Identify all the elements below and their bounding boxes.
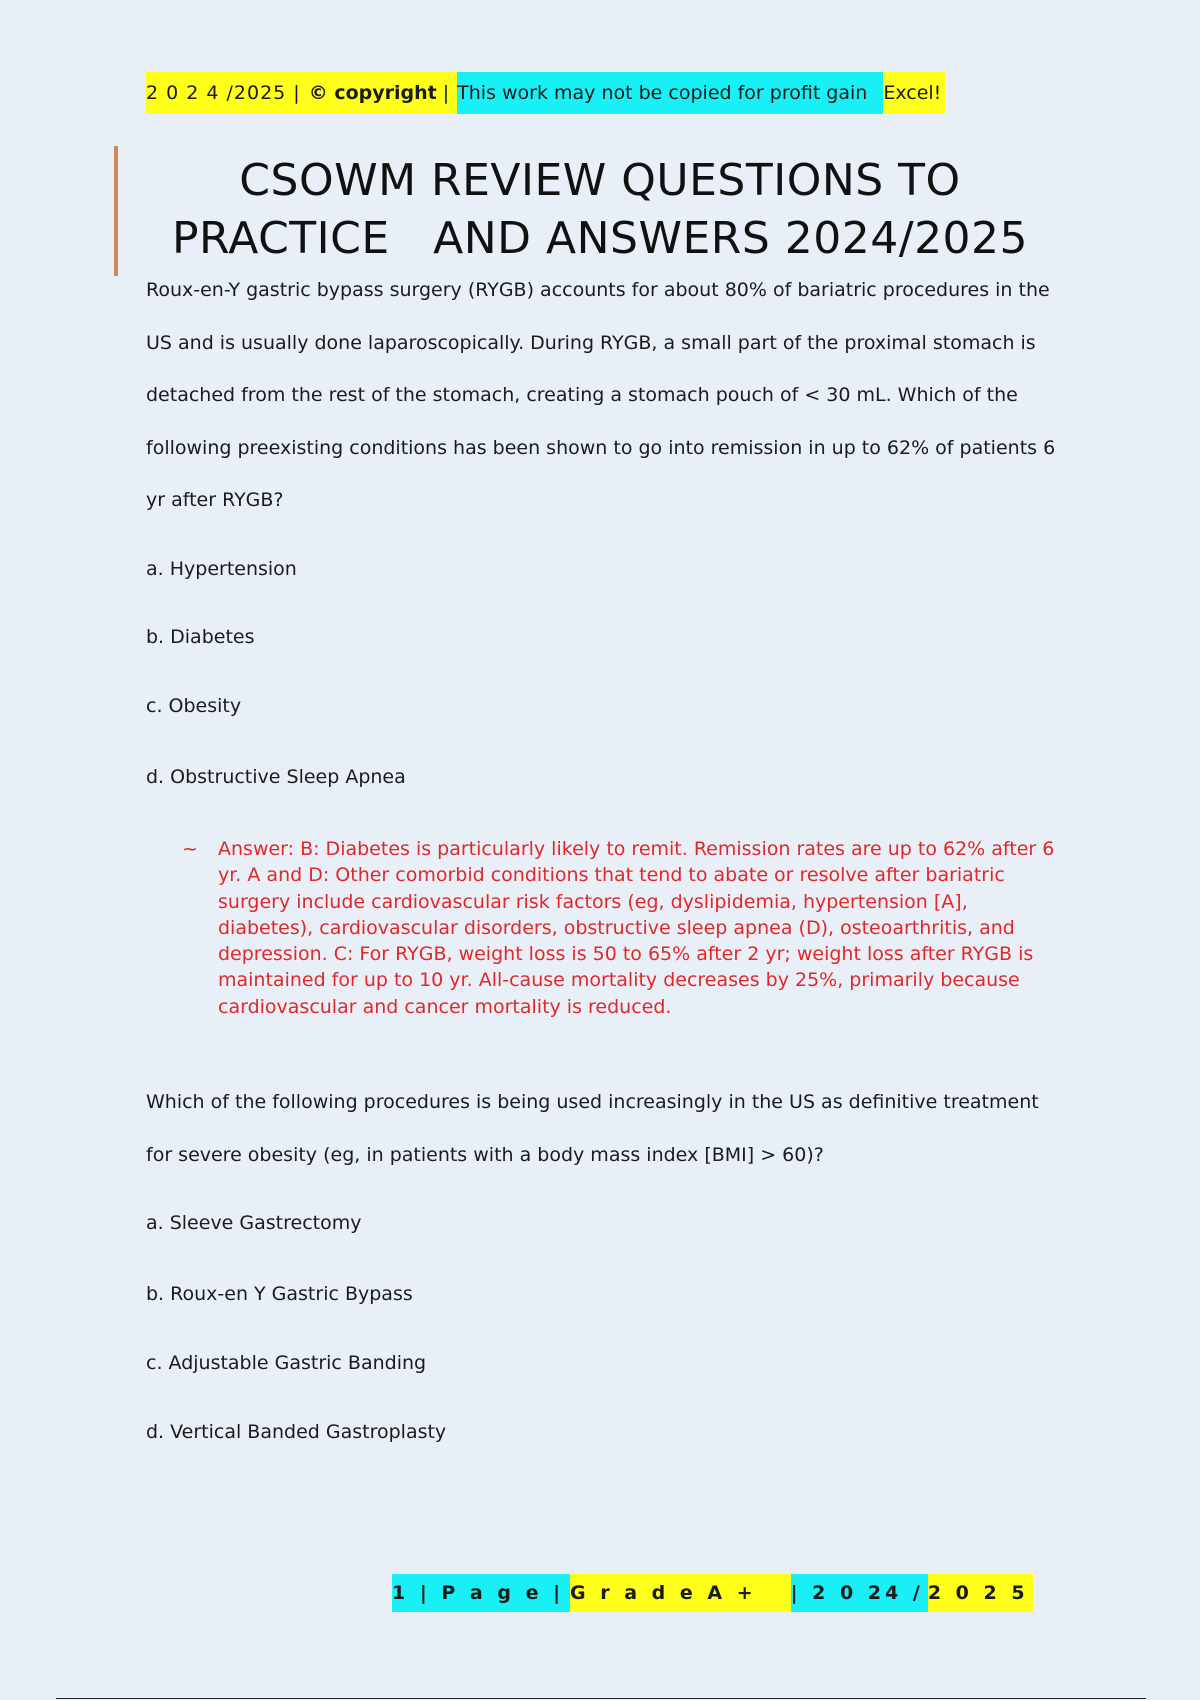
answer-marker: ~ (182, 838, 198, 860)
header-separator: | (437, 72, 457, 114)
page-title (130, 152, 1070, 268)
header-warning: This work may not be copied for profit gain (457, 72, 883, 114)
title-accent-bar (114, 146, 118, 276)
question-2-option-d: d. Vertical Banded Gastroplasty (146, 1421, 447, 1443)
footer-page-number: 1 | P a g e | (392, 1574, 570, 1612)
title-line-2: PRACTICE AND ANSWERS 2024/2025 (171, 213, 1029, 264)
page-footer (392, 1574, 1033, 1612)
header-copyright: © copyright (301, 72, 437, 114)
question-1-text: Roux-en-Y gastric bypass surgery (RYGB) accounts for about 80% of bariatric procedures in the US and is usually done laparoscopically. During RYGB, a small part of the proximal stomach is detached from the rest of the stomach, creating a stomach pouch of < 30 mL. Which of the following preexisting conditions has been shown to go into remission in up to 62% of patients 6 yr after RYGB? (146, 279, 1056, 511)
question-1-option-a: a. Hypertension (146, 558, 297, 580)
question-1-option-d: d. Obstructive Sleep Apnea (146, 766, 406, 788)
bottom-rule (56, 1698, 1146, 1699)
header-excel: Excel! (883, 72, 945, 114)
question-1-answer (182, 836, 1062, 1020)
question-1-option-b: b. Diabetes (146, 626, 255, 648)
footer-year-a: | 2 0 24 / (791, 1574, 928, 1612)
title-line-1: CSOWM REVIEW QUESTIONS TO (239, 155, 961, 206)
question-2-text: Which of the following procedures is being used increasingly in the US as definitive treatment for severe obesity (eg, in patients with a body mass index [BMI] > 60)? (146, 1091, 1039, 1166)
question-2-option-c: c. Adjustable Gastric Banding (146, 1352, 427, 1374)
question-2-option-a: a. Sleeve Gastrectomy (146, 1212, 362, 1234)
footer-grade: G r a d e A + (570, 1574, 791, 1612)
question-2-option-b: b. Roux-en Y Gastric Bypass (146, 1283, 413, 1305)
footer-year-b: 2 0 2 5 (928, 1574, 1033, 1612)
copyright-header (146, 72, 945, 114)
question-1-option-c: c. Obesity (146, 695, 242, 717)
header-years: 2 0 2 4 /2025 | (146, 72, 301, 114)
answer-text: Answer: B: Diabetes is particularly likely to remit. Remission rates are up to 62% after 6 yr. A and D: Other comorbid conditions that tend to abate or resolve after bariatric surgery include cardiovascular risk factors (eg, dyslipidemia, hypertension [A], diabetes), cardiovascular disorders, obstructive sleep apnea (D), osteoarthritis, and depression. C: For RYGB, weight loss is 50 to 65% after 2 yr; weight loss after RYGB is maintained for up to 10 yr. All-cause mortality decreases by 25%, primarily because cardiovascular and cancer mortality is reduced. (218, 838, 1055, 1018)
